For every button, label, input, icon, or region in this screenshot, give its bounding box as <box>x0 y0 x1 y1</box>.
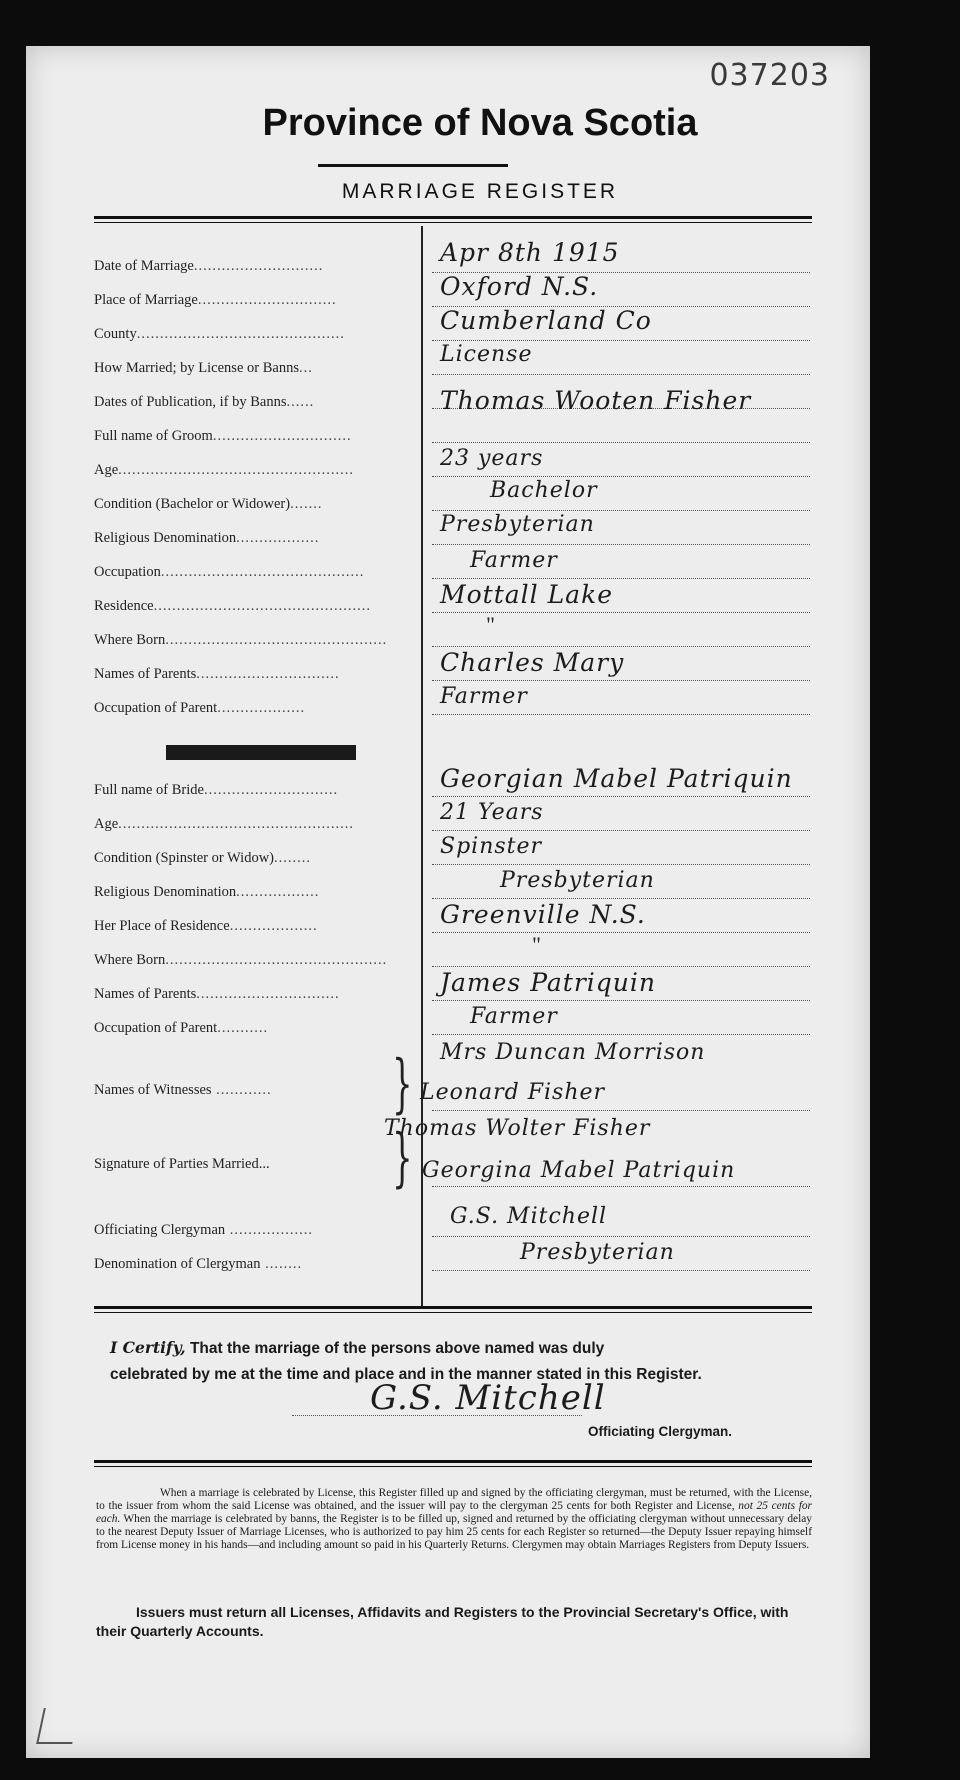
corner-fold <box>36 1708 80 1744</box>
field-label: Officiating Clergyman .................. <box>94 1222 314 1238</box>
field-line <box>432 1034 810 1035</box>
party-signature: Georgina Mabel Patriquin <box>422 1158 736 1183</box>
field-line <box>432 932 810 933</box>
field-line <box>432 1110 810 1111</box>
field-value: Oxford N.S. <box>440 272 599 301</box>
field-label: Full name of Bride............................. <box>94 782 339 798</box>
field-line <box>432 864 810 865</box>
field-label: Residence............................................... <box>94 598 371 614</box>
field-line <box>432 680 810 681</box>
field-label: Religious Denomination.................. <box>94 530 320 546</box>
field-value: Presbyterian <box>520 1240 675 1265</box>
stamp-number: 037203 <box>709 58 830 93</box>
field-label: Her Place of Residence................... <box>94 918 318 934</box>
field-line <box>432 830 810 831</box>
instructions-paragraph: When a marriage is celebrated by License, this Register filled up and signed by the officiating clergyman, must be returned, with the License, to the issuer from whom the said License was obtained, and the issuer will pay to the clergyman 25 cents for both Register and License, not 25 cents for each. When the marriage is celebrated by banns, the Register is to be filled up, signed and returned by the officiating clergyman without unnecessary delay to the nearest Deputy Issuer of Marriage Licenses, who is authorized to pay him 25 cents for each Register so returned—the Deputy Issuer repaying himself from License money in his hands—and including amount so paid in his Quarterly Returns. Clergymen may obtain Marriages Registers from Deputy Issuers. <box>96 1487 812 1551</box>
field-label: Occupation of Parent................... <box>94 700 306 716</box>
field-value: Mottall Lake <box>440 580 614 609</box>
section-rule <box>94 1306 812 1313</box>
field-value: G.S. Mitchell <box>450 1204 608 1229</box>
party-signature: Thomas Wolter Fisher <box>384 1116 651 1141</box>
field-label: Denomination of Clergyman ........ <box>94 1256 303 1272</box>
register-title: MARRIAGE REGISTER <box>341 180 619 203</box>
certify-line-2: celebrated by me at the time and place and in the manner stated in this Register. <box>110 1366 702 1383</box>
field-label: Religious Denomination.................. <box>94 884 320 900</box>
field-value: Presbyterian <box>500 868 655 893</box>
field-value: Farmer <box>440 684 528 709</box>
field-value: Presbyterian <box>440 512 595 537</box>
field-label: Condition (Bachelor or Widower)....... <box>94 496 323 512</box>
field-value: Spinster <box>440 834 543 859</box>
field-label: Names of Parents............................... <box>94 666 340 682</box>
field-label: Occupation of Parent........... <box>94 1020 269 1036</box>
field-label: Full name of Groom.............................. <box>94 428 352 444</box>
field-label: County............................................. <box>94 326 345 342</box>
field-line <box>432 476 810 477</box>
field-line <box>432 898 810 899</box>
parties-label: Signature of Parties Married... <box>94 1156 270 1172</box>
certify-line-1: That the marriage of the persons above named was duly <box>185 1340 605 1357</box>
field-label: Age................................................... <box>94 816 355 832</box>
field-value: 21 Years <box>440 800 544 825</box>
field-line <box>432 340 810 341</box>
field-value: License <box>440 342 533 367</box>
field-value: Apr 8th 1915 <box>440 238 620 267</box>
certify-word: I Certify, <box>110 1338 186 1357</box>
field-line <box>432 714 810 715</box>
field-value: Greenville N.S. <box>440 900 646 929</box>
field-line <box>432 442 810 443</box>
redacted-bar <box>166 745 356 760</box>
witnesses-label: Names of Witnesses ............ <box>94 1082 272 1098</box>
field-line <box>432 374 810 375</box>
witness-name: Mrs Duncan Morrison <box>440 1040 706 1065</box>
witness-name: Leonard Fisher <box>420 1080 606 1105</box>
field-value: Thomas Wooten Fisher <box>440 386 752 415</box>
brace: } <box>392 1047 413 1121</box>
top-rule <box>94 216 812 223</box>
field-label: Where Born................................................ <box>94 632 388 648</box>
field-line <box>432 646 810 647</box>
field-label: How Married; by License or Banns... <box>94 360 313 376</box>
field-line <box>432 796 810 797</box>
field-label: Condition (Spinster or Widow)........ <box>94 850 311 866</box>
field-value: Farmer <box>470 548 558 573</box>
field-label: Occupation............................................ <box>94 564 365 580</box>
field-label: Names of Parents............................... <box>94 986 340 1002</box>
field-label: Where Born................................................ <box>94 952 388 968</box>
field-label: Place of Marriage.............................. <box>94 292 337 308</box>
field-label: Age................................................... <box>94 462 355 478</box>
footer-rule <box>94 1460 812 1467</box>
field-line <box>432 1270 810 1271</box>
field-value: Georgian Mabel Patriquin <box>440 764 793 793</box>
title-rule <box>318 164 508 167</box>
ditto-mark: " <box>532 932 541 957</box>
page-title: Province of Nova Scotia <box>262 102 698 144</box>
brace: } <box>392 1121 413 1195</box>
signature-line <box>292 1415 582 1416</box>
field-line <box>432 1186 810 1187</box>
ditto-mark: " <box>486 612 495 637</box>
signature-caption: Officiating Clergyman. <box>588 1424 733 1439</box>
field-line <box>432 1000 810 1001</box>
field-value: James Patriquin <box>440 968 657 997</box>
issuer-notice: Issuers must return all Licenses, Affidavits and Registers to the Provincial Secretary's Office, with their Quarterly Accounts. <box>96 1604 789 1639</box>
field-label: Date of Marriage............................ <box>94 258 324 274</box>
field-line <box>432 966 810 967</box>
field-value: Cumberland Co <box>440 306 652 335</box>
field-value: Bachelor <box>490 478 598 503</box>
clergy-signature: G.S. Mitchell <box>370 1378 606 1418</box>
field-label: Dates of Publication, if by Banns...... <box>94 394 315 410</box>
field-value: Farmer <box>470 1004 558 1029</box>
field-value: Charles Mary <box>440 648 625 677</box>
field-value: 23 years <box>440 446 544 471</box>
field-line <box>432 1236 810 1237</box>
field-line <box>432 510 810 511</box>
field-line <box>432 578 810 579</box>
field-line <box>432 544 810 545</box>
